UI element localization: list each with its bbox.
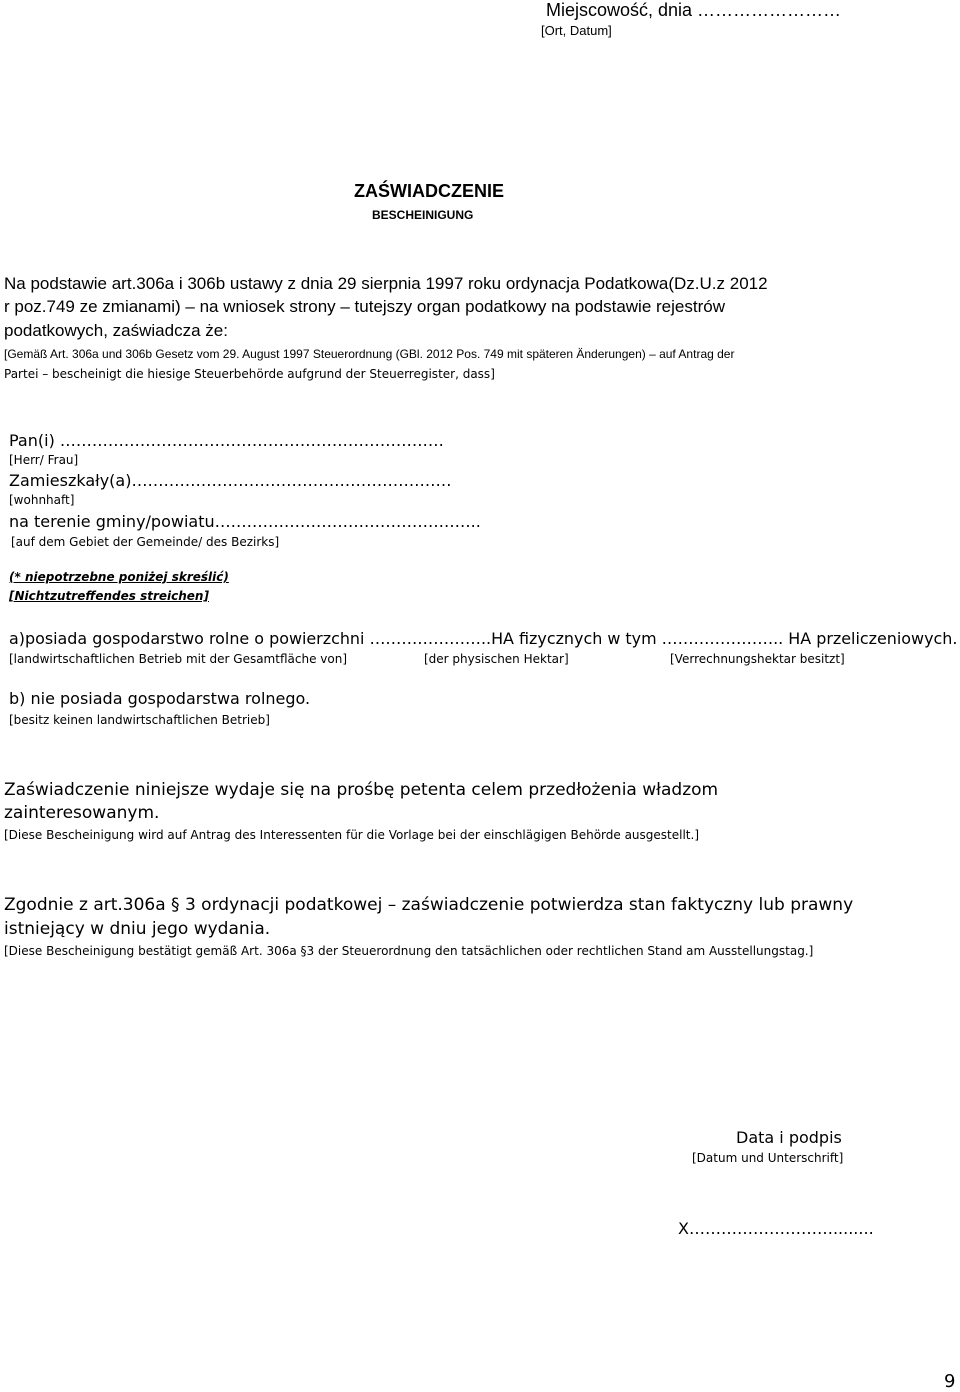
signature-line: X………………………........	[678, 1219, 874, 1238]
issued-line-2: zainteresowanym.	[4, 803, 160, 823]
signature-label-de: [Datum und Unterschrift]	[692, 1151, 844, 1165]
person-name-field: Pan(i) ………………………………………………………………	[9, 431, 444, 450]
intro-de-line-1: [Gemäß Art. 306a und 306b Gesetz vom 29. August 1997 Steuerordnung (GBl. 2012 Pos. 749 mit späteren Änderungen) – auf Antrag der	[4, 347, 735, 361]
option-a-text: a)posiada gospodarstwo rolne o powierzchni …………………..HA fizycznych w tym ………………….. HA przeliczeniowych.	[9, 629, 958, 648]
conformity-de: [Diese Bescheinigung bestätigt gemäß Art. 306a §3 der Steuerordnung den tatsächlichen oder rechtlichen Stand am Ausstellungstag.]	[4, 944, 814, 958]
person-name-label-de: [Herr/ Frau]	[9, 453, 79, 467]
issued-line-1: Zaświadczenie niniejsze wydaje się na prośbę petenta celem przedłożenia władzom	[4, 780, 719, 800]
signature-label: Data i podpis	[736, 1128, 842, 1147]
option-a-de-physical: [der physischen Hektar]	[424, 652, 569, 666]
intro-line-2: r poz.749 ze zmianami) – na wniosek strony – tutejszy organ podatkowy na podstawie rejestrów	[4, 297, 725, 316]
place-date-field: Miejscowość, dnia ……………………	[546, 0, 842, 20]
option-a-de-conversion: [Verrechnungshektar besitzt]	[670, 652, 845, 666]
place-date-label-de: [Ort, Datum]	[541, 23, 612, 38]
conformity-line-1: Zgodnie z art.306a § 3 ordynacji podatkowej – zaświadczenie potwierdza stan faktyczny lub prawny	[4, 895, 854, 915]
document-title: ZAŚWIADCZENIE	[354, 181, 504, 201]
residence-field: Zamieszkały(a)……………………………………………………	[9, 471, 452, 490]
area-field: na terenie gminy/powiatu…………………………………………..	[9, 512, 481, 531]
intro-line-1: Na podstawie art.306a i 306b ustawy z dnia 29 sierpnia 1997 roku ordynacja Podatkowa(Dz.U.z 2012	[4, 274, 768, 293]
option-b-de: [besitz keinen landwirtschaftlichen Betrieb]	[9, 713, 270, 727]
area-label-de: [auf dem Gebiet der Gemeinde/ des Bezirks]	[11, 535, 280, 549]
residence-label-de: [wohnhaft]	[9, 493, 75, 507]
option-a-de-total: [landwirtschaftlichen Betrieb mit der Gesamtfläche von]	[9, 652, 347, 666]
issued-de: [Diese Bescheinigung wird auf Antrag des Interessenten für die Vorlage bei der einschlägigen Behörde ausgestellt.]	[4, 828, 699, 842]
intro-de-line-2: Partei – bescheinigt die hiesige Steuerbehörde aufgrund der Steuerregister, dass]	[4, 367, 495, 381]
document-subtitle-de: BESCHEINIGUNG	[372, 208, 474, 222]
option-b-text: b) nie posiada gospodarstwa rolnego.	[9, 689, 311, 708]
conformity-line-2: istniejący w dniu jego wydania.	[4, 919, 271, 939]
intro-line-3: podatkowych, zaświadcza że:	[4, 321, 228, 340]
strike-note-de: [Nichtzutreffendes streichen]	[9, 589, 209, 603]
page-number: 9	[944, 1371, 956, 1392]
strike-note: (* niepotrzebne poniżej skreślić)	[9, 570, 229, 584]
